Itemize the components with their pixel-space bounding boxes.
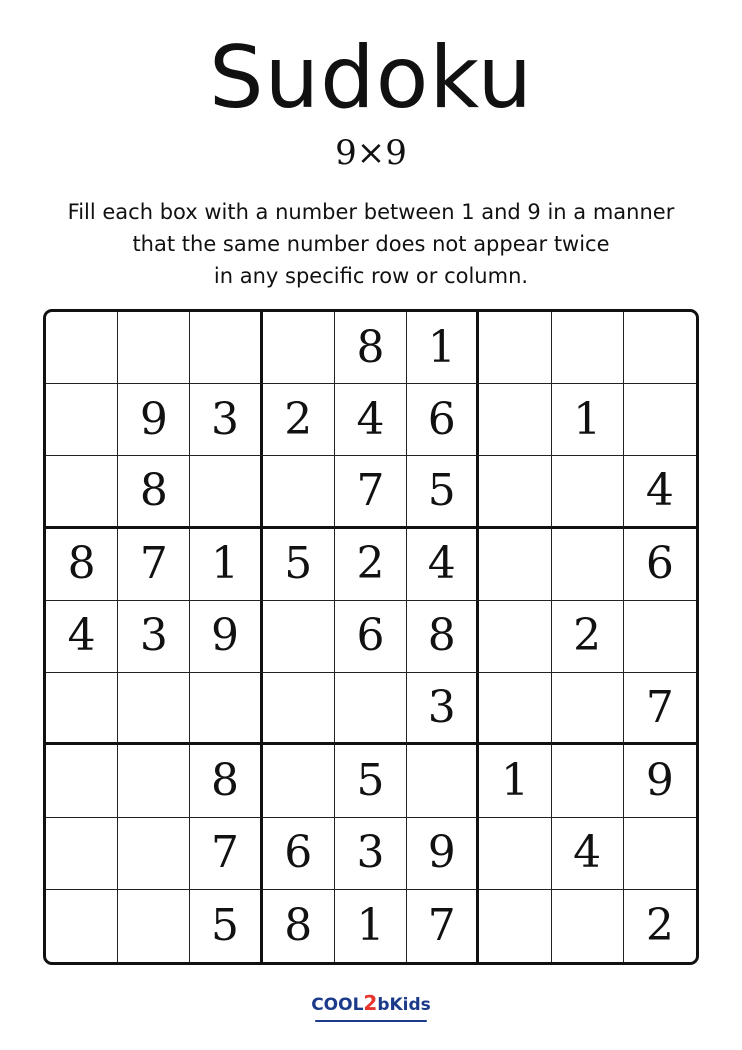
given-cell[interactable]: 9 [190, 601, 262, 673]
given-cell[interactable]: 5 [190, 890, 262, 962]
given-cell[interactable]: 5 [407, 456, 479, 528]
brand-logo [0, 992, 742, 1024]
empty-cell[interactable] [407, 745, 479, 817]
logo-wordmark [311, 992, 431, 1024]
given-cell[interactable]: 3 [335, 818, 407, 890]
empty-cell[interactable] [190, 456, 262, 528]
empty-cell[interactable] [46, 384, 118, 456]
instructions [20, 196, 722, 292]
given-cell[interactable]: 6 [263, 818, 335, 890]
empty-cell[interactable] [479, 818, 551, 890]
given-cell[interactable]: 9 [407, 818, 479, 890]
empty-cell[interactable] [118, 312, 190, 384]
given-cell[interactable]: 4 [335, 384, 407, 456]
empty-cell[interactable] [479, 384, 551, 456]
given-cell[interactable]: 7 [190, 818, 262, 890]
logo-text-cool: COOL [311, 995, 364, 1015]
empty-cell[interactable] [118, 745, 190, 817]
logo-text-bkids: bKids [377, 995, 431, 1015]
given-cell[interactable]: 6 [335, 601, 407, 673]
empty-cell[interactable] [46, 673, 118, 745]
given-cell[interactable]: 4 [624, 456, 696, 528]
empty-cell[interactable] [118, 673, 190, 745]
given-cell[interactable]: 7 [118, 529, 190, 601]
empty-cell[interactable] [118, 890, 190, 962]
given-cell[interactable]: 9 [624, 745, 696, 817]
given-cell[interactable]: 2 [335, 529, 407, 601]
given-cell[interactable]: 5 [263, 529, 335, 601]
given-cell[interactable]: 2 [552, 601, 624, 673]
empty-cell[interactable] [335, 673, 407, 745]
given-cell[interactable]: 3 [190, 384, 262, 456]
given-cell[interactable]: 7 [407, 890, 479, 962]
instructions-line-2: that the same number does not appear twice [132, 232, 610, 256]
empty-cell[interactable] [624, 384, 696, 456]
empty-cell[interactable] [552, 745, 624, 817]
grid-size-label: 9×9 [335, 133, 407, 173]
logo-text-two: 2 [363, 991, 378, 1015]
empty-cell[interactable] [552, 529, 624, 601]
empty-cell[interactable] [46, 456, 118, 528]
empty-cell[interactable] [263, 601, 335, 673]
empty-cell[interactable] [624, 312, 696, 384]
empty-cell[interactable] [46, 745, 118, 817]
empty-cell[interactable] [479, 456, 551, 528]
given-cell[interactable]: 8 [190, 745, 262, 817]
empty-cell[interactable] [552, 890, 624, 962]
given-cell[interactable]: 1 [552, 384, 624, 456]
empty-cell[interactable] [263, 456, 335, 528]
empty-cell[interactable] [479, 529, 551, 601]
given-cell[interactable]: 1 [407, 312, 479, 384]
given-cell[interactable]: 3 [407, 673, 479, 745]
empty-cell[interactable] [552, 673, 624, 745]
empty-cell[interactable] [479, 673, 551, 745]
given-cell[interactable]: 4 [407, 529, 479, 601]
sudoku-grid [43, 309, 699, 965]
given-cell[interactable]: 1 [190, 529, 262, 601]
given-cell[interactable]: 6 [407, 384, 479, 456]
empty-cell[interactable] [46, 890, 118, 962]
given-cell[interactable]: 6 [624, 529, 696, 601]
empty-cell[interactable] [263, 673, 335, 745]
empty-cell[interactable] [118, 818, 190, 890]
given-cell[interactable]: 8 [263, 890, 335, 962]
instructions-line-1: Fill each box with a number between 1 and 9 in a manner [67, 200, 675, 224]
given-cell[interactable]: 1 [335, 890, 407, 962]
empty-cell[interactable] [479, 312, 551, 384]
given-cell[interactable]: 4 [46, 601, 118, 673]
given-cell[interactable]: 2 [263, 384, 335, 456]
empty-cell[interactable] [190, 673, 262, 745]
given-cell[interactable]: 7 [335, 456, 407, 528]
empty-cell[interactable] [263, 745, 335, 817]
given-cell[interactable]: 5 [335, 745, 407, 817]
empty-cell[interactable] [46, 818, 118, 890]
empty-cell[interactable] [263, 312, 335, 384]
given-cell[interactable]: 8 [118, 456, 190, 528]
empty-cell[interactable] [552, 312, 624, 384]
page-title: Sudoku [209, 28, 533, 128]
given-cell[interactable]: 2 [645, 899, 674, 951]
given-cell[interactable]: 3 [118, 601, 190, 673]
empty-cell[interactable] [479, 601, 551, 673]
empty-cell[interactable] [479, 890, 551, 962]
given-cell[interactable]: 7 [624, 673, 696, 745]
given-cell[interactable]: 9 [118, 384, 190, 456]
given-cell[interactable]: 8 [335, 312, 407, 384]
logo-underline [315, 1020, 427, 1022]
given-cell[interactable]: 8 [407, 601, 479, 673]
given-cell[interactable]: 4 [552, 818, 624, 890]
given-cell[interactable]: 8 [46, 529, 118, 601]
empty-cell[interactable] [552, 456, 624, 528]
empty-cell[interactable] [624, 818, 696, 890]
instructions-line-3: in any specific row or column. [213, 264, 529, 288]
empty-cell[interactable] [46, 312, 118, 384]
empty-cell[interactable] [190, 312, 262, 384]
empty-cell[interactable] [624, 601, 696, 673]
given-cell[interactable]: 1 [479, 745, 551, 817]
